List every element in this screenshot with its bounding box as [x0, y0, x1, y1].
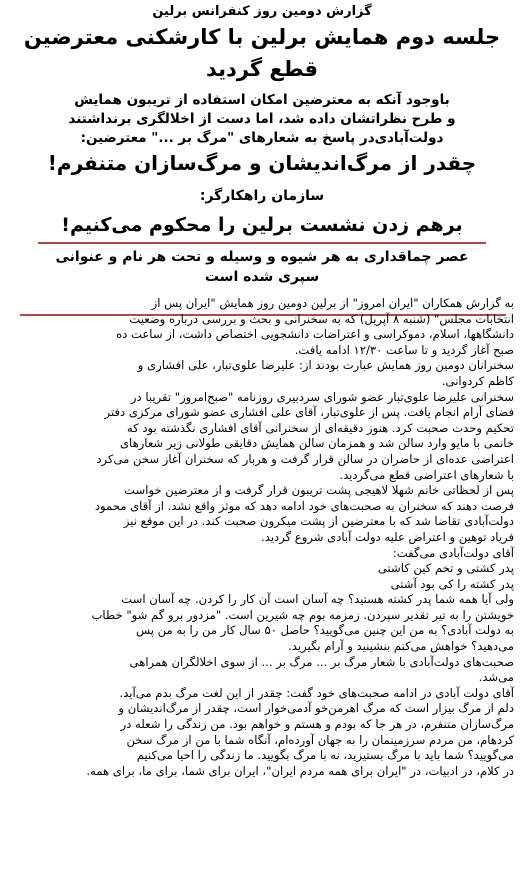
body-line: در کلام، در ادبیات، در "ایران برای همه مردم ایران"، ایران برای شما، برای ما، برای همه. — [86, 763, 514, 778]
era-line: سپری شده است — [204, 269, 320, 285]
era-statement — [38, 247, 486, 287]
body-line: به گزارش همکاران "ایران امروز" از برلین دومین روز همایش "ایران پس از — [151, 296, 514, 310]
body-line: صحبت‌های دولت‌آبادی با شعار مرگ بر ... مرگ بر ... از سوی اخلالگران همراهی — [129, 654, 514, 669]
condemnation-headline: برهم زدن نشست برلین را محکوم می‌کنیم! — [61, 214, 463, 236]
body-line: می‌گویید؟ شما باید با مرگ بستیزید، نه با مرگ بگویید. ما زندگی را احیا می‌کنیم — [136, 748, 514, 763]
body-line: فضای آرام انجام یافت. پس از علوی‌تبار، آقای علی افشاری عضو شورای مرکزی دفتر — [104, 405, 514, 420]
intro-block — [16, 91, 508, 148]
body-line: مرگ‌سازان متنفرم، در هر جا که بودم و هستم و خواهم بود. من زندگی را شعله در — [120, 717, 514, 732]
body-line: کردهام، من مردم سرزمینمان را به جهان آورده‌ام، آنگاه شما با من از مرگ سخن — [126, 732, 514, 747]
headline-line-2: قطع گردید — [206, 57, 318, 81]
body-line: دولت‌آبادی تقاضا شد که با معترضین از پشت میکرون صحبت کند. در این موقع نیز — [123, 514, 514, 529]
body-line: پس از لحظاتی خانم شهلا لاهیجی پشت تریبون قرار گرفت و از معترضین خواست — [124, 483, 514, 498]
body-line: صبح آغاز گردید و تا ساعت ۱۲/۳۰ ادامه یافت. — [294, 342, 514, 357]
body-line: فرصت دهند که سخنران به صحبت‌های خود ادامه دهد که موثر واقع نشد. از آقای محمود — [94, 498, 514, 513]
article-body — [10, 296, 514, 779]
body-line: سخنرانان دومین روز همایش عبارت بودند از: علیرضا علوی‌تبار، علی افشاری و — [137, 358, 514, 373]
body-line: انتخابات مجلس" (شنبه ۸ آپریل) که به سخنرانی و بحث و بررسی درباره وضعیت — [129, 311, 514, 326]
divider-rule — [38, 242, 486, 244]
body-line: با شعارهای اعتراضی قطع می‌گردید. — [339, 467, 514, 482]
body-line: سخنرانی علیرضا علوی‌تبار عضو شورای سردبیری روزنامه "صبح‌امروز" تقریبا در — [130, 389, 514, 404]
body-line: تحکیم وحدت صحبت کرد. هنوز دقیقه‌ای از سخنرانی آقای افشاری نگذشته بود که — [126, 420, 514, 435]
report-kicker: گزارش دومین روز کنفرانس برلین — [152, 4, 372, 19]
body-line: خانمی با مایو وارد سالن شد و همزمان سالن همایش دقایقی طولانی زیر شعارهای — [119, 436, 514, 451]
intro-line: باوجود آنکه به معترضین امکان استفاده از تریبون همایش — [74, 92, 450, 108]
organization-label: سازمان راهکارگر: — [199, 188, 325, 204]
body-line: آقای دولت‌آبادی می‌گفت: — [392, 545, 514, 560]
body-line: خویشتن را به تیر تقدیر سپردن. زمزمه بوم چه شیرین است. "مزدور برو گم شو" خطاب — [91, 607, 514, 622]
body-line: کاظم کردوانی. — [441, 373, 514, 388]
body-line: می‌دهید؟ خواهش می‌کنم بنشینید و آرام بگیرید. — [288, 639, 514, 654]
body-line: آقای دولت آبادی در ادامه صحبت‌های خود گفت: چقدر از این لغت مرگ بدم می‌آید. — [119, 685, 514, 700]
body-line: پدر کشتی و تخم کین کاشتی — [377, 561, 514, 576]
body-line: می‌شد. — [478, 670, 514, 685]
era-line: عصر چماقداری به هر شیوه و وسیله و تحت هر نام و عنوانی — [55, 249, 469, 265]
intro-line: دولت‌آبادی‌در پاسخ به شعارهای "مرگ بر ..." معترضین: — [80, 130, 444, 146]
body-line: دلم از مرگ بیزار است که مرگ اهرمن‌خو آدمی‌خوار است، چقدر از مرگ‌اندیشان و — [118, 701, 514, 716]
body-line: دانشگاهها، اسلام، دموکراسی و اعتراضات دانشجویی اختصاص داشت، از ساعت ده — [116, 327, 514, 342]
body-line: اعتراضی عده‌ای از حاضران در سالن قرار گرفت و هربار که سخنران آغاز سخن می‌کرد — [96, 451, 514, 466]
body-line: به دولت آبادی؟ به من این چنین می‌گویید؟ حاصل ۵۰ سال کار من را به من پس — [135, 623, 514, 638]
body-line: ولی آیا همه شما پدر کشته هستید؟ چه آسان است آن کار را کردن. چه آسان است — [121, 592, 514, 607]
body-line: فریاد توهین و اعتراض علیه دولت آبادی شروع گردید. — [261, 529, 514, 544]
intro-line: و طرح نظراتشان داده شد، اما دست از اخلالگری برنداشتند — [68, 111, 456, 127]
quote-headline: چقدر از مرگ‌اندیشان و مرگ‌سازان متنفرم! — [47, 151, 477, 175]
headline-line-1: جلسه دوم همایش برلین با کارشکنی معترضین — [23, 25, 501, 49]
body-line: پدر کشته را کی بود آشتی — [390, 576, 514, 591]
